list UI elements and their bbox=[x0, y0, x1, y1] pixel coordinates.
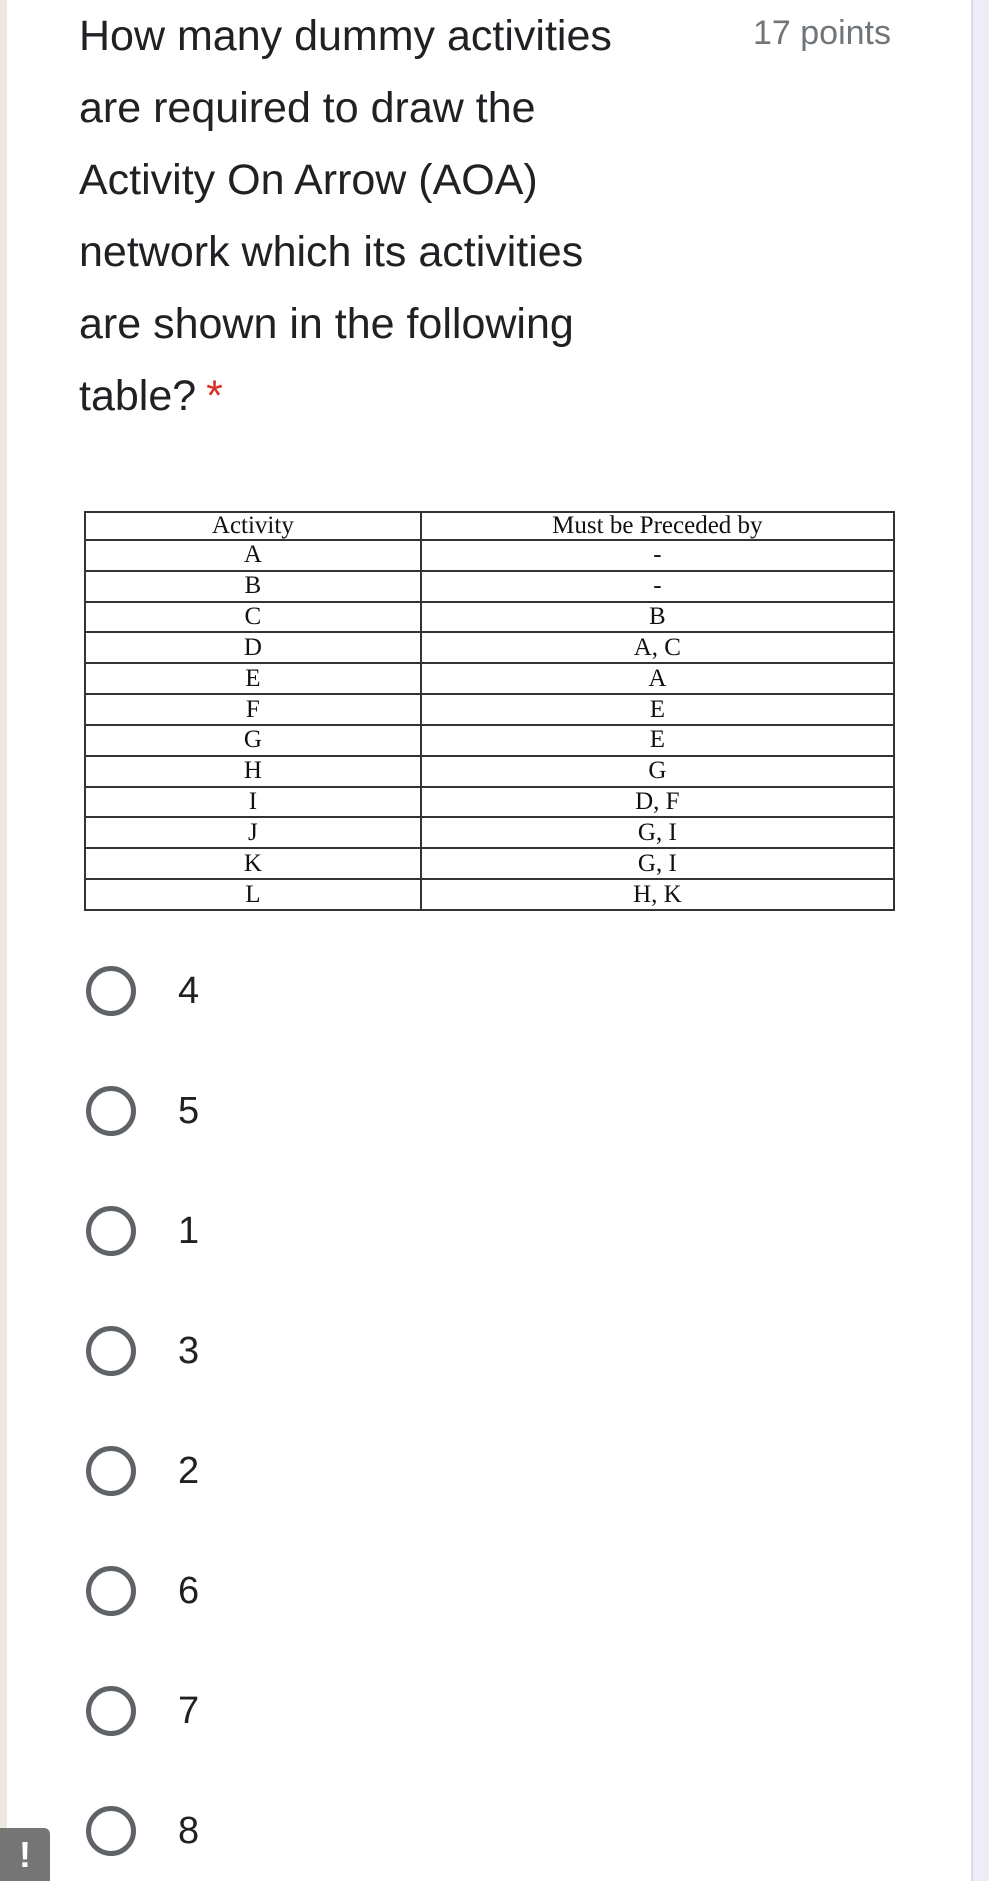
answer-option[interactable] bbox=[86, 1679, 686, 1743]
predecessor-cell: E bbox=[421, 725, 894, 756]
activity-cell: G bbox=[85, 725, 421, 756]
radio-button[interactable] bbox=[86, 1446, 136, 1496]
header-preceded-by: Must be Preceded by bbox=[421, 512, 894, 540]
precedence-table bbox=[84, 511, 895, 911]
option-label: 2 bbox=[178, 1449, 200, 1492]
predecessor-cell: H, K bbox=[421, 879, 894, 910]
table-row bbox=[85, 602, 894, 633]
question-card bbox=[7, 0, 973, 1881]
radio-button[interactable] bbox=[86, 1806, 136, 1856]
table-header-row bbox=[85, 512, 894, 540]
radio-button[interactable] bbox=[86, 1326, 136, 1376]
predecessor-cell: - bbox=[421, 540, 894, 571]
answer-option[interactable] bbox=[86, 1559, 686, 1623]
predecessor-cell: G bbox=[421, 756, 894, 787]
predecessor-cell: - bbox=[421, 571, 894, 602]
precedence-table-image bbox=[84, 511, 895, 911]
question-line: network which its activities bbox=[79, 228, 584, 276]
report-issue-button[interactable]: ! bbox=[0, 1828, 50, 1881]
activity-cell: B bbox=[85, 571, 421, 602]
predecessor-cell: B bbox=[421, 602, 894, 633]
option-label: 4 bbox=[178, 969, 200, 1012]
question-line: How many dummy activities bbox=[79, 12, 612, 60]
activity-cell: I bbox=[85, 787, 421, 818]
predecessor-cell: A, C bbox=[421, 632, 894, 663]
option-label: 8 bbox=[178, 1809, 200, 1852]
predecessor-cell: G, I bbox=[421, 817, 894, 848]
table-row bbox=[85, 817, 894, 848]
activity-cell: C bbox=[85, 602, 421, 633]
answer-option[interactable] bbox=[86, 1319, 686, 1383]
points-label: 17 points bbox=[753, 14, 891, 52]
table-row bbox=[85, 848, 894, 879]
table-row bbox=[85, 663, 894, 694]
activity-cell: F bbox=[85, 694, 421, 725]
activity-cell: D bbox=[85, 632, 421, 663]
predecessor-cell: E bbox=[421, 694, 894, 725]
table-row bbox=[85, 694, 894, 725]
table-row bbox=[85, 571, 894, 602]
question-line: are shown in the following bbox=[79, 300, 574, 348]
answer-option[interactable] bbox=[86, 1439, 686, 1503]
activity-cell: H bbox=[85, 756, 421, 787]
header-activity: Activity bbox=[85, 512, 421, 540]
option-label: 6 bbox=[178, 1569, 200, 1612]
option-label: 7 bbox=[178, 1689, 200, 1732]
option-label: 5 bbox=[178, 1089, 200, 1132]
table-row bbox=[85, 787, 894, 818]
answer-option[interactable] bbox=[86, 1199, 686, 1263]
activity-cell: L bbox=[85, 879, 421, 910]
table-row bbox=[85, 725, 894, 756]
activity-cell: E bbox=[85, 663, 421, 694]
radio-button[interactable] bbox=[86, 1206, 136, 1256]
radio-button[interactable] bbox=[86, 1566, 136, 1616]
radio-button[interactable] bbox=[86, 1086, 136, 1136]
radio-button[interactable] bbox=[86, 1686, 136, 1736]
radio-button[interactable] bbox=[86, 966, 136, 1016]
activity-cell: A bbox=[85, 540, 421, 571]
table-row bbox=[85, 756, 894, 787]
predecessor-cell: D, F bbox=[421, 787, 894, 818]
question-line: Activity On Arrow (AOA) bbox=[79, 156, 538, 204]
answer-option[interactable] bbox=[86, 1079, 686, 1143]
required-asterisk: * bbox=[206, 372, 223, 420]
table-row bbox=[85, 879, 894, 910]
question-title bbox=[79, 0, 729, 432]
activity-cell: K bbox=[85, 848, 421, 879]
predecessor-cell: A bbox=[421, 663, 894, 694]
table-row bbox=[85, 540, 894, 571]
option-label: 1 bbox=[178, 1209, 200, 1252]
activity-cell: J bbox=[85, 817, 421, 848]
question-line: table? bbox=[79, 372, 197, 420]
option-label: 3 bbox=[178, 1329, 200, 1372]
answer-option[interactable] bbox=[86, 959, 686, 1023]
table-row bbox=[85, 632, 894, 663]
predecessor-cell: G, I bbox=[421, 848, 894, 879]
question-line: are required to draw the bbox=[79, 84, 536, 132]
page-left-strip bbox=[0, 0, 7, 1881]
answer-option[interactable] bbox=[86, 1799, 686, 1863]
